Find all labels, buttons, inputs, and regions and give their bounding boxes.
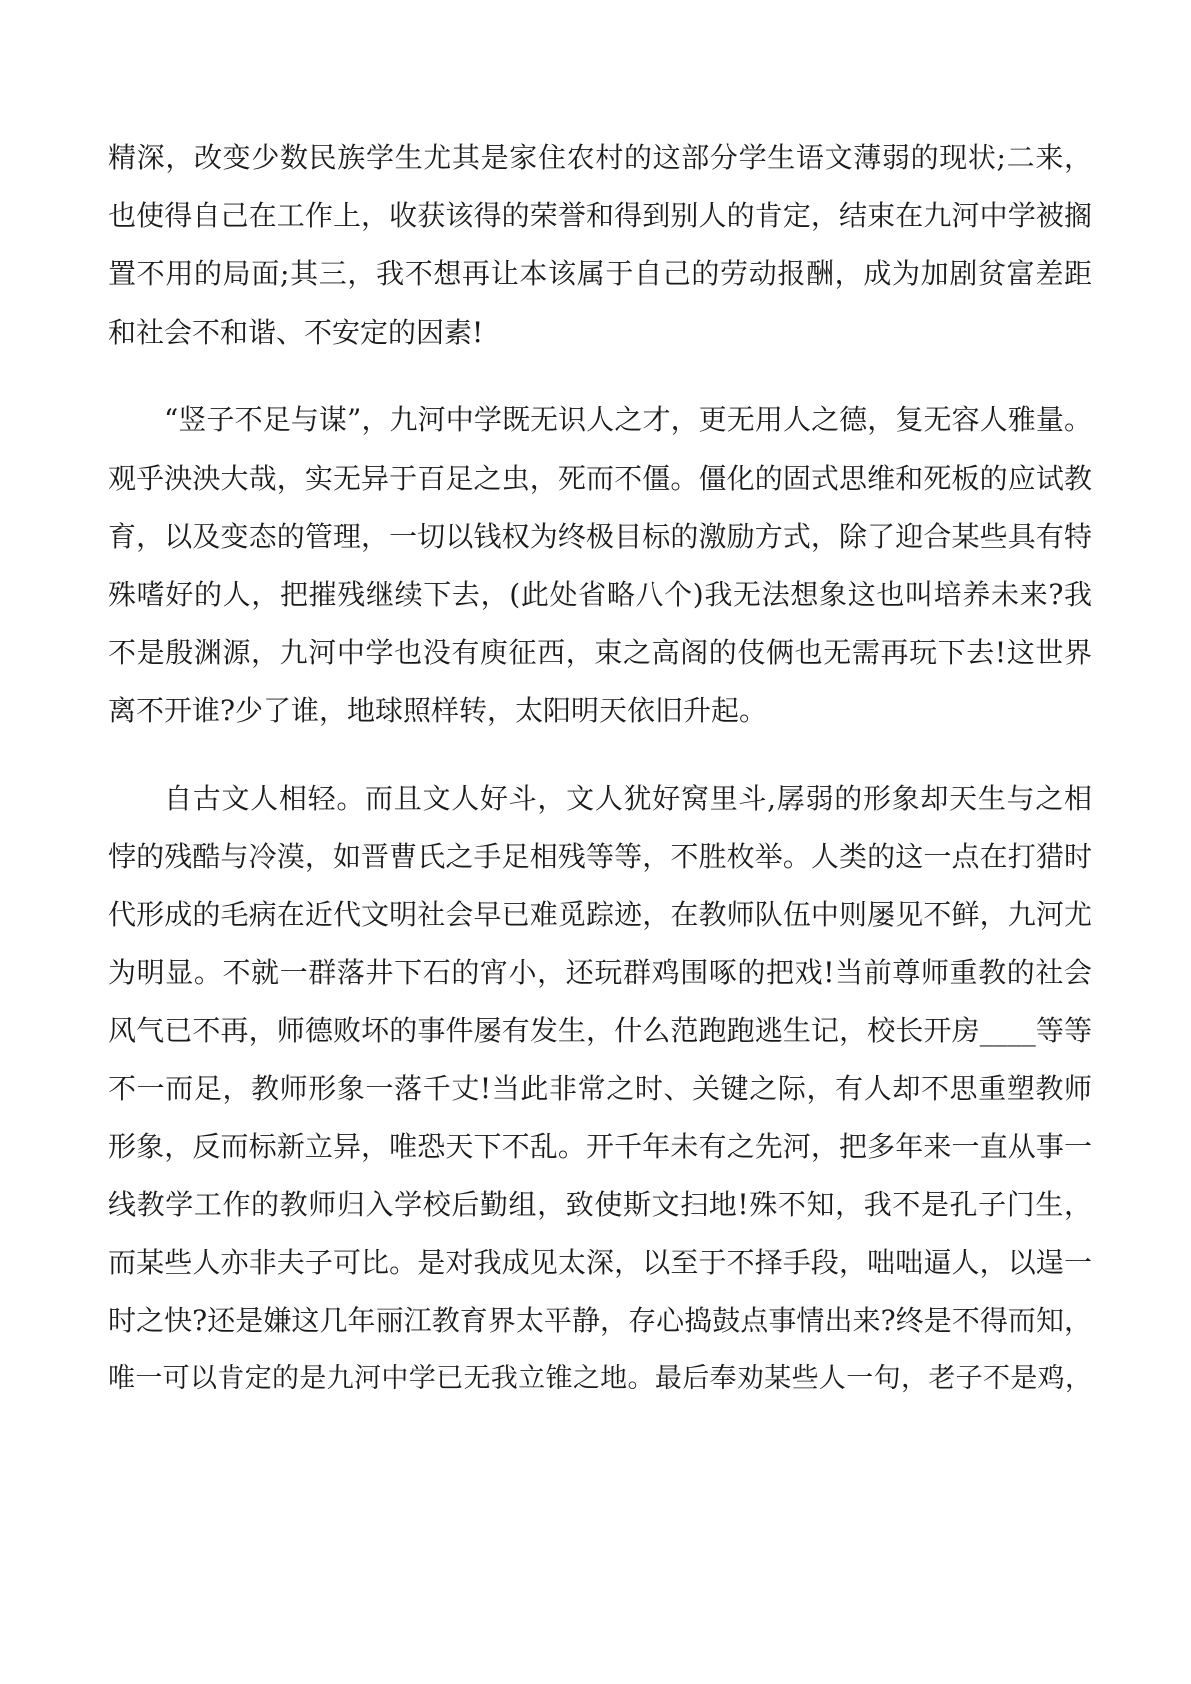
paragraph-3-line-2: 悖的残酷与冷漠，如晋曹氏之手足相残等等，不胜枚举。人类的这一点在打猎时 [108,840,1092,873]
paragraph-3-line-1: 自古文人相轻。而且文人好斗，文人犹好窝里斗,孱弱的形象却天生与之相 [164,782,1092,815]
paragraph-2-line-3: 育，以及变态的管理，一切以钱权为终极目标的激励方式，除了迎合某些具有特 [108,520,1092,553]
paragraph-2-line-2: 观乎泱泱大哉，实无异于百足之虫，死而不僵。僵化的固式思维和死板的应试教 [108,462,1092,495]
document-page [108,0,1092,1684]
paragraph-2-line-1: “竖子不足与谋”，九河中学既无识人之才，更无用人之德，复无容人雅量。 [164,403,1092,436]
paragraph-3-line-9: 而某些人亦非夫子可比。是对我成见太深，以至于不择手段，咄咄逼人，以逞一 [108,1246,1092,1279]
paragraph-1-line-1: 精深，改变少数民族学生尤其是家住农村的这部分学生语文薄弱的现状;二来， [108,141,1092,174]
paragraph-3-line-3: 代形成的毛病在近代文明社会早已难觅踪迹，在教师队伍中则屡见不鲜，九河尤 [108,898,1092,931]
paragraph-3-line-4: 为明显。不就一群落井下石的宵小，还玩群鸡围啄的把戏!当前尊师重教的社会 [108,956,1092,989]
paragraph-3-line-7: 形象，反而标新立异，唯恐天下不乱。开千年未有之先河，把多年来一直从事一 [108,1130,1092,1163]
paragraph-1-line-4: 和社会不和谐、不安定的因素! [108,316,484,349]
paragraph-3-line-11: 唯一可以肯定的是九河中学已无我立锥之地。最后奉劝某些人一句，老子不是鸡， [108,1363,1092,1394]
paragraph-2-line-5: 不是殷渊源，九河中学也没有庾征西，束之高阁的伎俩也无需再玩下去!这世界 [108,636,1092,669]
paragraph-2-line-6: 离不开谁?少了谁，地球照样转，太阳明天依旧升起。 [108,694,768,727]
paragraph-2-line-4: 殊嗜好的人，把摧残继续下去，(此处省略八个)我无法想象这也叫培养未来?我 [108,578,1092,611]
paragraph-3-line-5: 风气已不再，师德败坏的事件屡有发生，什么范跑跑逃生记，校长开房____等等 [108,1014,1092,1047]
paragraph-3-line-8: 线教学工作的教师归入学校后勤组，致使斯文扫地!殊不知，我不是孔子门生， [108,1188,1092,1221]
paragraph-3-line-10: 时之快?还是嫌这几年丽江教育界太平静，存心捣鼓点事情出来?终是不得而知， [108,1304,1092,1337]
paragraph-3-line-6: 不一而足，教师形象一落千丈!当此非常之时、关键之际，有人却不思重塑教师 [108,1072,1092,1105]
paragraph-1-line-3: 置不用的局面;其三，我不想再让本该属于自己的劳动报酬，成为加剧贫富差距 [108,257,1092,290]
paragraph-1-line-2: 也使得自己在工作上，收获该得的荣誉和得到别人的肯定，结束在九河中学被搁 [108,199,1092,232]
